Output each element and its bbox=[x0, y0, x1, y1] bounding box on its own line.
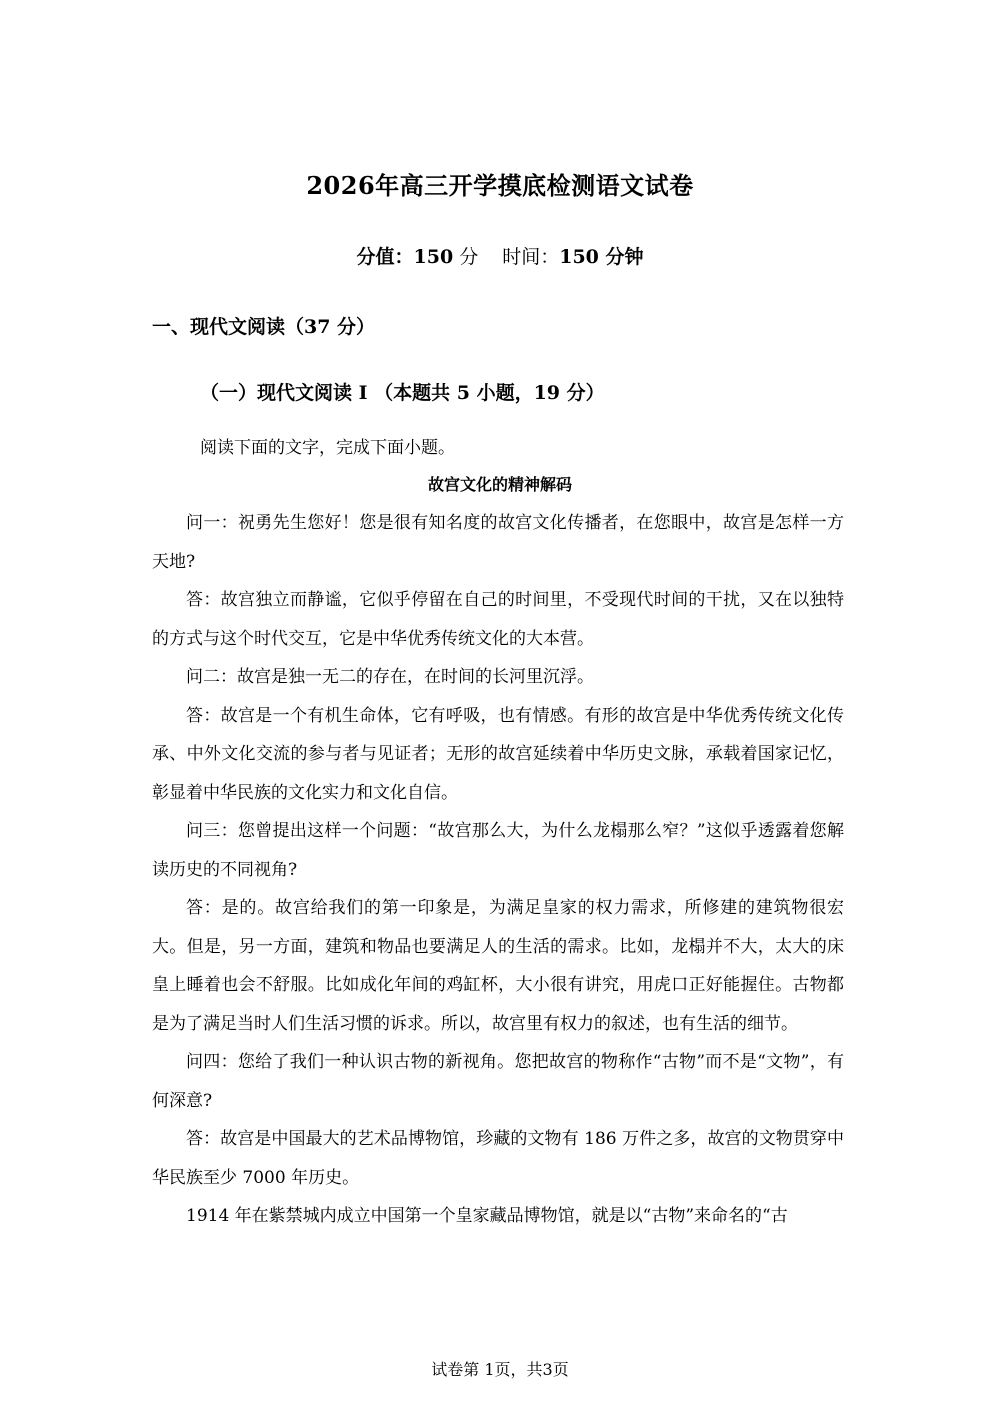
exam-title: 2026年高三开学摸底检测语文试卷 bbox=[306, 171, 694, 200]
page-footer: 试卷第 1页，共3页 bbox=[431, 1360, 569, 1379]
paragraph: 答：是的。故宫给我们的第一印象是，为满足皇家的权力需求，所修建的建筑物很宏大。但是，另一方面，建筑和物品也要满足人的生活的需求。比如，龙榻并不大，太大的床皇上睡着也会不舒服。比如成化年间的鸡缸杯，大小很有讲究，用虎口正好能握住。古物都是为了满足当时人们生活习惯的诉求。所以，故宫里有权力的叙述，也有生活的细节。 bbox=[152, 898, 844, 1034]
paragraph: 答：故宫独立而静谧，它似乎停留在自己的时间里，不受现代时间的干扰，又在以独特的方式与这个时代交互，它是中华优秀传统文化的大本营。 bbox=[152, 590, 844, 649]
paragraph: 1914 年在紫禁城内成立中国第一个皇家藏品博物馆，就是以“古物”来命名的“古 bbox=[186, 1206, 788, 1226]
paragraph: 问一：祝勇先生您好！您是很有知名度的故宫文化传播者，在您眼中，故宫是怎样一方天地? bbox=[152, 513, 844, 572]
subsection-heading: （一）现代文阅读 I （本题共 5 小题，19 分） bbox=[200, 382, 605, 404]
reading-instruction: 阅读下面的文字，完成下面小题。 bbox=[200, 438, 455, 458]
score-value: 150 bbox=[413, 246, 454, 268]
article-body bbox=[152, 504, 844, 1236]
article-title: 故宫文化的精神解码 bbox=[427, 475, 572, 494]
paragraph: 问二：故宫是独一无二的存在，在时间的长河里沉浮。 bbox=[186, 667, 594, 687]
exam-meta bbox=[0, 242, 1000, 269]
score-label: 分值： bbox=[356, 246, 414, 268]
time-value: 150 分钟 bbox=[559, 246, 644, 268]
paragraph: 答：故宫是一个有机生命体，它有呼吸，也有情感。有形的故宫是中华优秀传统文化传承、中外文化交流的参与者与见证者；无形的故宫延续着中华历史文脉，承载着国家记忆，彰显着中华民族的文化实力和文化自信。 bbox=[152, 705, 844, 803]
paragraph: 答：故宫是中国最大的艺术品博物馆，珍藏的文物有 186 万件之多，故宫的文物贯穿中华民族至少 7000 年历史。 bbox=[152, 1129, 844, 1188]
paragraph: 问三：您曾提出这样一个问题：“故宫那么大，为什么龙榻那么窄？”这似乎透露着您解读历史的不同视角? bbox=[152, 821, 844, 880]
time-label: 时间： bbox=[502, 246, 560, 268]
paragraph: 问四：您给了我们一种认识古物的新视角。您把故宫的物称作“古物”而不是“文物”，有何深意? bbox=[152, 1052, 844, 1111]
score-unit: 分 bbox=[453, 246, 479, 268]
section-heading: 一、现代文阅读（37 分） bbox=[152, 316, 376, 338]
